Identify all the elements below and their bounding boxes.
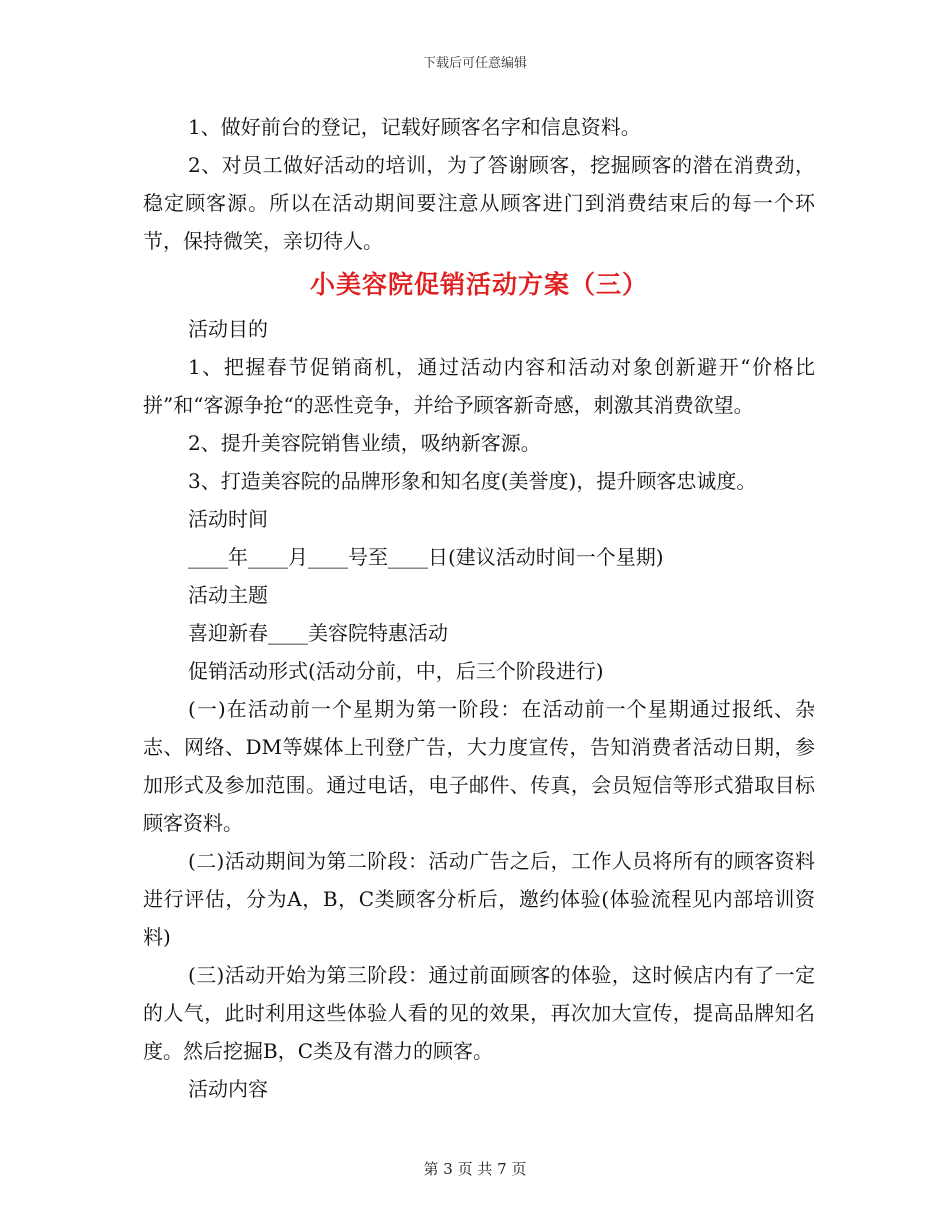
heading-activity-purpose: 活动目的 [188,317,268,341]
paragraph-purpose-3: 3、打造美容院的品牌形象和知名度(美誉度)，提升顾客忠诚度。 [188,469,757,493]
paragraph-staff-training: 2、对员工做好活动的培训，为了答谢顾客，挖掘顾客的潜在消费劲，稳定顾客源。所以在活动期间要注意从顾客进门到消费结束后的每一个环节，保持微笑，亲切待人。 [143,153,815,253]
heading-promotion-form: 促销活动形式(活动分前，中，后三个阶段进行) [188,659,604,683]
document-body [143,108,815,1108]
paragraph-stage-3: (三)活动开始为第三阶段：通过前面顾客的体验，这时候店内有了一定的人气，此时利用这些体验人看的见的效果，再次加大宣传，提高品牌知名度。然后挖掘B，C类及有潜力的顾客。 [143,963,815,1063]
page-footer: 第 3 页 共 7 页 [423,1160,527,1178]
page-header: 下载后可任意编辑 [422,56,527,71]
heading-activity-theme: 活动主题 [188,583,268,607]
paragraph-time-detail: ____年____月____号至____日(建议活动时间一个星期) [188,545,664,569]
paragraph-purpose-1: 1、把握春节促销商机，通过活动内容和活动对象创新避开“价格比拼”和“客源争抢“的恶性竞争，并给予顾客新奇感，刺激其消费欲望。 [143,355,815,417]
paragraph-registration: 1、做好前台的登记，记载好顾客名字和信息资料。 [188,115,641,139]
section-title: 小美容院促销活动方案（三） [309,270,648,299]
paragraph-stage-1: (一)在活动前一个星期为第一阶段：在活动前一个星期通过报纸、杂志、网络、DM等媒体上刊登广告，大力度宣传，告知消费者活动日期，参加形式及参加范围。通过电话，电子邮件、传真，会员短信等形式猎取目标顾客资料。 [143,697,815,835]
heading-activity-content: 活动内容 [188,1077,268,1101]
paragraph-stage-2: (二)活动期间为第二阶段：活动广告之后，工作人员将所有的顾客资料进行评估，分为A，B，C类顾客分析后，邀约体验(体验流程见内部培训资料) [143,849,815,949]
paragraph-theme-detail: 喜迎新春____美容院特惠活动 [188,621,448,645]
heading-activity-time: 活动时间 [188,507,268,531]
paragraph-purpose-2: 2、提升美容院销售业绩，吸纳新客源。 [188,431,541,455]
